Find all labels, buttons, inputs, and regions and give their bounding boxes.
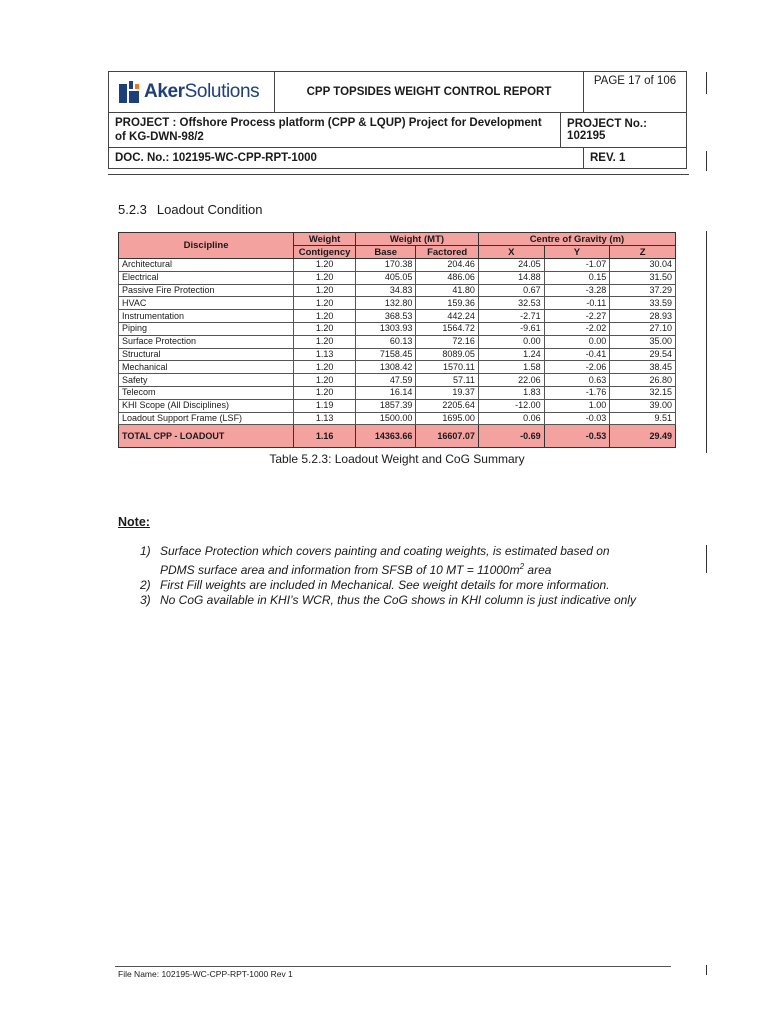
table-cell: 1.83 <box>478 386 544 399</box>
section-title: Loadout Condition <box>156 202 263 217</box>
note-item <box>140 593 680 608</box>
table-cell: 41.80 <box>416 284 478 297</box>
table-row <box>119 348 676 361</box>
loadout-weight-table <box>118 232 676 448</box>
document-number: DOC. No.: 102195-WC-CPP-RPT-1000 <box>109 148 584 169</box>
table-cell: Safety <box>119 374 294 387</box>
table-cell: 32.53 <box>478 297 544 310</box>
revision-margin-bar <box>706 72 707 94</box>
table-cell: Telecom <box>119 386 294 399</box>
table-cell: 7158.45 <box>356 348 416 361</box>
project-number: PROJECT No.: 102195 <box>561 113 687 148</box>
table-cell: 1695.00 <box>416 412 478 425</box>
table-cell: 24.05 <box>478 259 544 272</box>
table-cell: 1570.11 <box>416 361 478 374</box>
logo-text-light: Solutions <box>184 81 260 102</box>
table-cell: -0.53 <box>544 425 610 448</box>
note-text: First Fill weights are included in Mechanical. See weight details for more information. <box>160 578 610 592</box>
revision-margin-bar <box>706 965 707 975</box>
table-cell: 1.20 <box>294 310 356 323</box>
table-cell: Passive Fire Protection <box>119 284 294 297</box>
table-cell: Instrumentation <box>119 310 294 323</box>
table-cell: 16.14 <box>356 386 416 399</box>
table-cell: 132.80 <box>356 297 416 310</box>
table-cell: -0.69 <box>478 425 544 448</box>
note-text: No CoG available in KHI’s WCR, thus the CoG shows in KHI column is just indicative only <box>160 593 636 607</box>
table-cell: 34.83 <box>356 284 416 297</box>
table-cell: -2.71 <box>478 310 544 323</box>
col-weight-mt: Weight (MT) <box>356 233 479 246</box>
footer-file-name: File Name: 102195-WC-CPP-RPT-1000 Rev 1 <box>118 969 293 979</box>
note-index: 1) <box>140 544 151 558</box>
table-cell: 1.58 <box>478 361 544 374</box>
aker-logo-icon <box>119 81 139 103</box>
table-cell: 35.00 <box>610 335 676 348</box>
table-cell: Mechanical <box>119 361 294 374</box>
table-cell: 14363.66 <box>356 425 416 448</box>
note-index: 2) <box>140 578 151 592</box>
table-cell: 486.06 <box>416 271 478 284</box>
table-cell: 1308.42 <box>356 361 416 374</box>
table-cell: -9.61 <box>478 322 544 335</box>
table-cell: 1.20 <box>294 361 356 374</box>
table-cell: -0.11 <box>544 297 610 310</box>
project-description: PROJECT : Offshore Process platform (CPP & LQUP) Project for Development of KG-DWN-98/2 <box>109 113 561 148</box>
table-cell: Piping <box>119 322 294 335</box>
company-logo <box>109 72 274 112</box>
table-cell: 204.46 <box>416 259 478 272</box>
table-cell: -2.27 <box>544 310 610 323</box>
table-cell: HVAC <box>119 297 294 310</box>
col-discipline: Discipline <box>119 233 294 259</box>
note-item <box>140 544 680 578</box>
table-cell: 1.13 <box>294 412 356 425</box>
table-cell: 1303.93 <box>356 322 416 335</box>
col-y: Y <box>544 246 610 259</box>
col-factored: Factored <box>416 246 478 259</box>
table-cell: 1.20 <box>294 374 356 387</box>
table-cell: 0.63 <box>544 374 610 387</box>
col-x: X <box>478 246 544 259</box>
table-cell: 0.06 <box>478 412 544 425</box>
table-cell: TOTAL CPP - LOADOUT <box>119 425 294 448</box>
table-cell: -1.07 <box>544 259 610 272</box>
table-cell: 0.67 <box>478 284 544 297</box>
table-cell: -12.00 <box>478 399 544 412</box>
table-cell: Loadout Support Frame (LSF) <box>119 412 294 425</box>
table-cell: 1500.00 <box>356 412 416 425</box>
table-cell: 1.16 <box>294 425 356 448</box>
table-row <box>119 259 676 272</box>
table-row <box>119 297 676 310</box>
table-cell: 1.20 <box>294 386 356 399</box>
revision-margin-bar <box>706 545 707 573</box>
table-row <box>119 335 676 348</box>
table-cell: 1.20 <box>294 322 356 335</box>
table-cell: 57.11 <box>416 374 478 387</box>
table-row <box>119 284 676 297</box>
section-heading <box>118 202 262 217</box>
table-row <box>119 361 676 374</box>
table-cell: 16607.07 <box>416 425 478 448</box>
table-cell: Electrical <box>119 271 294 284</box>
table-cell: 442.24 <box>416 310 478 323</box>
table-cell: -2.06 <box>544 361 610 374</box>
table-cell: 26.80 <box>610 374 676 387</box>
table-cell: 22.06 <box>478 374 544 387</box>
table-row <box>119 322 676 335</box>
note-index: 3) <box>140 593 151 607</box>
note-item <box>140 578 680 593</box>
revision-margin-bar <box>706 151 707 171</box>
table-cell: -0.41 <box>544 348 610 361</box>
table-cell: 8089.05 <box>416 348 478 361</box>
table-cell: 1.19 <box>294 399 356 412</box>
col-cog: Centre of Gravity (m) <box>478 233 675 246</box>
table-cell: 72.16 <box>416 335 478 348</box>
table-cell: 159.36 <box>416 297 478 310</box>
table-cell: 1.20 <box>294 335 356 348</box>
table-total-row <box>119 425 676 448</box>
document-header <box>108 71 687 169</box>
table-cell: 28.93 <box>610 310 676 323</box>
note-heading: Note: <box>118 515 150 529</box>
table-cell: -1.76 <box>544 386 610 399</box>
table-cell: -3.28 <box>544 284 610 297</box>
col-weight: Weight <box>294 233 356 246</box>
table-cell: 9.51 <box>610 412 676 425</box>
logo-text-bold: Aker <box>144 81 185 102</box>
table-cell: 19.37 <box>416 386 478 399</box>
table-row <box>119 271 676 284</box>
table-cell: 29.54 <box>610 348 676 361</box>
table-cell: 31.50 <box>610 271 676 284</box>
col-contingency: Contigency <box>294 246 356 259</box>
table-cell: 1.00 <box>544 399 610 412</box>
report-title: CPP TOPSIDES WEIGHT CONTROL REPORT <box>275 72 584 113</box>
table-cell: Architectural <box>119 259 294 272</box>
col-z: Z <box>610 246 676 259</box>
table-cell: 1.24 <box>478 348 544 361</box>
table-cell: 368.53 <box>356 310 416 323</box>
table-cell: 37.29 <box>610 284 676 297</box>
table-cell: 38.45 <box>610 361 676 374</box>
table-cell: 1.20 <box>294 259 356 272</box>
table-cell: 1.20 <box>294 271 356 284</box>
notes-list <box>140 544 680 608</box>
table-cell: 0.00 <box>478 335 544 348</box>
table-cell: -2.02 <box>544 322 610 335</box>
revision: REV. 1 <box>584 148 687 169</box>
col-base: Base <box>356 246 416 259</box>
table-cell: Structural <box>119 348 294 361</box>
table-cell: 47.59 <box>356 374 416 387</box>
note-text: Surface Protection which covers painting and coating weights, is estimated based on PDMS surface area and information from SFSB of 10 MT = $11000m^2$ area <box>160 544 610 577</box>
table-cell: 33.59 <box>610 297 676 310</box>
table-cell: 170.38 <box>356 259 416 272</box>
table-cell: 14.88 <box>478 271 544 284</box>
table-cell: 29.49 <box>610 425 676 448</box>
table-row <box>119 374 676 387</box>
logo-cell <box>109 72 275 113</box>
table-cell: 27.10 <box>610 322 676 335</box>
table-cell: 1857.39 <box>356 399 416 412</box>
table-cell: 1.20 <box>294 297 356 310</box>
table-cell: 1.13 <box>294 348 356 361</box>
footer-divider <box>115 966 671 967</box>
table-cell: KHI Scope (All Disciplines) <box>119 399 294 412</box>
table-row <box>119 412 676 425</box>
table-cell: 1.20 <box>294 284 356 297</box>
table-cell: 30.04 <box>610 259 676 272</box>
table-row <box>119 310 676 323</box>
table-cell: 2205.64 <box>416 399 478 412</box>
revision-margin-bar <box>706 231 707 453</box>
table-cell: 32.15 <box>610 386 676 399</box>
table-row <box>119 386 676 399</box>
section-number: 5.2.3 <box>118 202 147 217</box>
table-cell: 1564.72 <box>416 322 478 335</box>
header-divider <box>108 174 689 175</box>
table-cell: 405.05 <box>356 271 416 284</box>
table-cell: 39.00 <box>610 399 676 412</box>
table-cell: 0.00 <box>544 335 610 348</box>
table-cell: 60.13 <box>356 335 416 348</box>
table-caption: Table 5.2.3: Loadout Weight and CoG Summary <box>269 452 525 466</box>
table-row <box>119 399 676 412</box>
table-cell: 0.15 <box>544 271 610 284</box>
page-number: PAGE 17 of 106 <box>584 72 687 113</box>
table-cell: Surface Protection <box>119 335 294 348</box>
table-cell: -0.03 <box>544 412 610 425</box>
